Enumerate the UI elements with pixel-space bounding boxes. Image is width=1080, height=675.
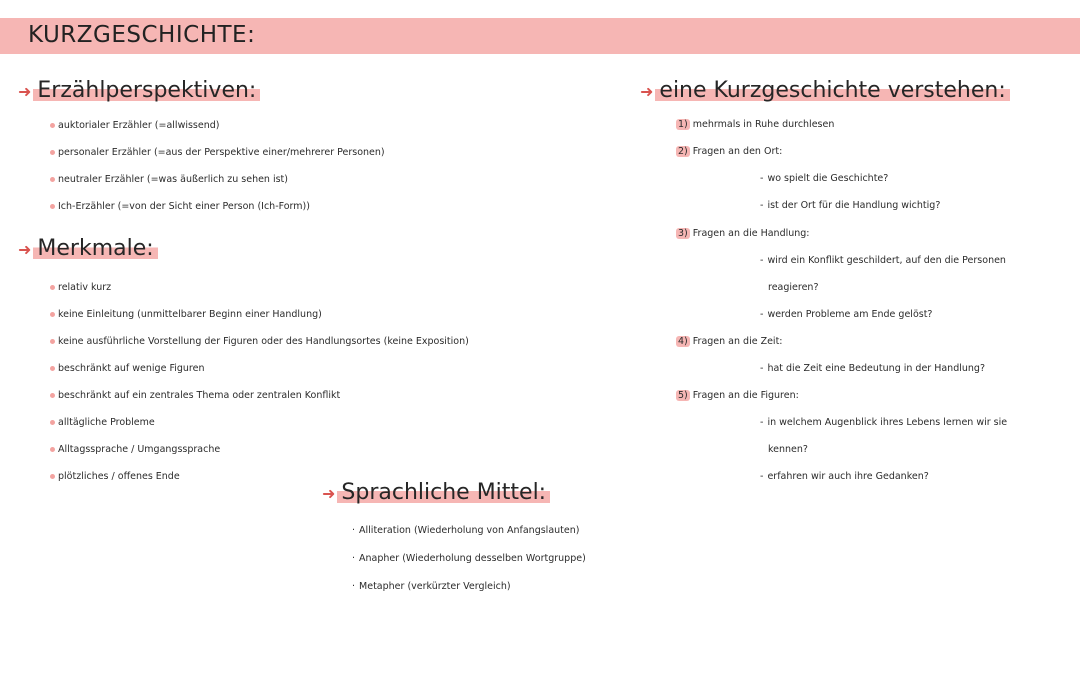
perspectives-heading [18,78,260,103]
bullet-icon [50,150,55,155]
arrow-right-icon: ➜ [322,484,336,503]
arrow-right-icon: ➜ [18,82,32,101]
arrow-right-icon: ➜ [18,240,32,259]
understand-heading-text: eine Kurzgeschichte verstehen: [655,78,1009,103]
language-heading-text: Sprachliche Mittel: [337,480,550,505]
sub-item: - werden Probleme am Ende gelöst? [760,309,933,320]
bullet-icon [50,447,55,452]
bullet-icon [50,177,55,182]
list-item: Ich-Erzähler (=von der Sicht einer Person (Ich-Form)) [50,201,310,212]
understand-heading [640,78,1010,103]
list-item: relativ kurz [50,282,111,293]
list-item: Alltagssprache / Umgangssprache [50,444,220,455]
page-title: KURZGESCHICHTE: [28,22,256,48]
list-item: plötzliches / offenes Ende [50,471,180,482]
sub-item-continued: kennen? [768,444,808,455]
perspectives-heading-text: Erzählperspektiven: [33,78,260,103]
list-item: keine Einleitung (unmittelbarer Beginn einer Handlung) [50,309,322,320]
bullet-icon [50,339,55,344]
sub-item: - erfahren wir auch ihre Gedanken? [760,471,929,482]
bullet-icon [50,474,55,479]
list-item: auktorialer Erzähler (=allwissend) [50,120,219,131]
list-item: beschränkt auf wenige Figuren [50,363,204,374]
bullet-icon [50,285,55,290]
sub-item: - wo spielt die Geschichte? [760,173,889,184]
step-item: 5) Fragen an die Figuren: [678,390,799,401]
step-item: 4) Fragen an die Zeit: [678,336,783,347]
sub-item-continued: reagieren? [768,282,819,293]
sub-item: - ist der Ort für die Handlung wichtig? [760,200,941,211]
step-item: 1) mehrmals in Ruhe durchlesen [678,119,835,130]
language-heading [322,480,550,505]
bullet-icon [50,204,55,209]
list-item: neutraler Erzähler (=was äußerlich zu sehen ist) [50,174,288,185]
bullet-icon [50,366,55,371]
list-item: keine ausführliche Vorstellung der Figuren oder des Handlungsortes (keine Exposition) [50,336,469,347]
list-item: personaler Erzähler (=aus der Perspektive einer/mehrerer Personen) [50,147,385,158]
bullet-icon [50,420,55,425]
sub-item: - in welchem Augenblick ihres Lebens lernen wir sie [760,417,1008,428]
list-item: · Metapher (verkürzter Vergleich) [352,581,511,592]
bullet-icon [50,393,55,398]
step-item: 3) Fragen an die Handlung: [678,228,810,239]
bullet-icon [50,312,55,317]
features-heading [18,236,158,261]
arrow-right-icon: ➜ [640,82,654,101]
sub-item: - wird ein Konflikt geschildert, auf den die Personen [760,255,1006,266]
features-heading-text: Merkmale: [33,236,157,261]
list-item: alltägliche Probleme [50,417,155,428]
sub-item: - hat die Zeit eine Bedeutung in der Handlung? [760,363,985,374]
bullet-icon [50,123,55,128]
list-item: · Alliteration (Wiederholung von Anfangslauten) [352,525,580,536]
list-item: beschränkt auf ein zentrales Thema oder zentralen Konflikt [50,390,340,401]
step-item: 2) Fragen an den Ort: [678,146,783,157]
list-item: · Anapher (Wiederholung desselben Wortgruppe) [352,553,586,564]
